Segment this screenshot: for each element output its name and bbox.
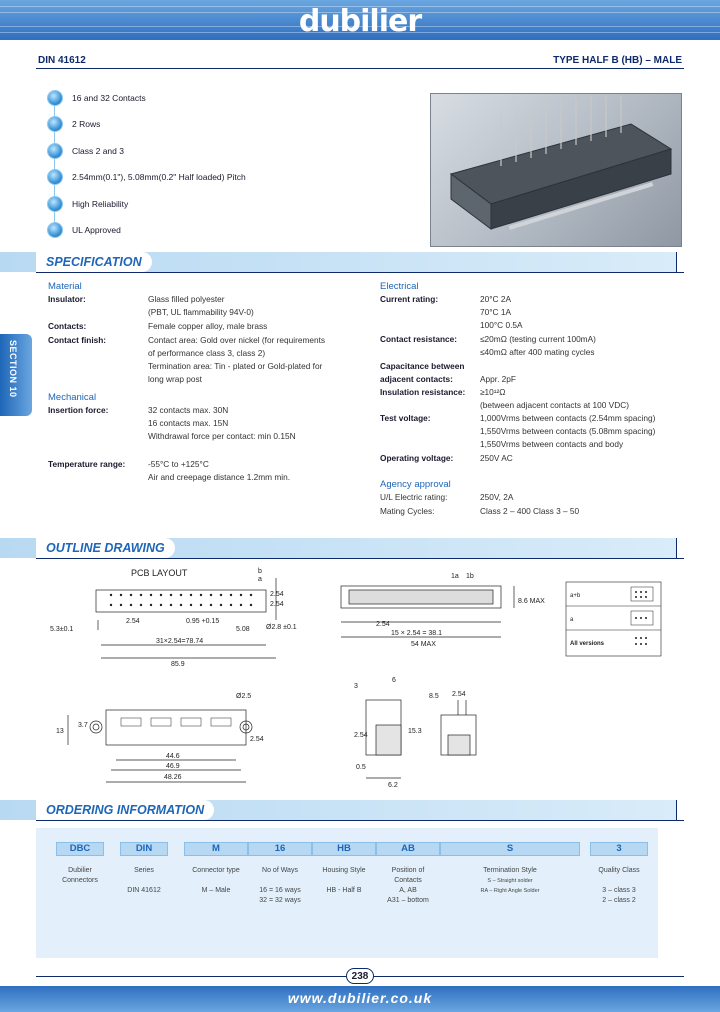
section-divider [36,272,684,273]
ordering-box [36,828,658,958]
svg-text:13: 13 [56,728,64,735]
svg-text:2.54: 2.54 [452,691,466,698]
feature-item: Class 2 and 3 [48,144,124,158]
mechanical-heading: Mechanical [48,392,97,403]
electrical-heading: Electrical [380,281,419,292]
svg-text:0.95 +0.15: 0.95 +0.15 [186,618,220,625]
section-bar-ordering [0,800,684,820]
svg-text:54 MAX: 54 MAX [411,641,436,648]
svg-text:6: 6 [392,677,396,684]
section-bar-outline [0,538,684,558]
svg-text:46.9: 46.9 [166,763,180,770]
website-link[interactable]: www.dubilier.co.uk [287,990,433,1006]
header-divider [36,68,684,69]
feature-item: UL Approved [48,223,121,237]
section-title: SPECIFICATION [46,255,142,269]
svg-text:2.54: 2.54 [250,736,264,743]
pcb-layout-label: PCB LAYOUT [131,568,188,578]
svg-text:2.54: 2.54 [376,621,390,628]
svg-text:a: a [258,576,262,583]
section-tab: SECTION 10 [0,334,32,416]
order-column: M Connector type M – Male [184,842,248,896]
svg-text:8.6 MAX: 8.6 MAX [518,598,545,605]
type-title: TYPE HALF B (HB) – MALE [553,55,682,66]
feature-item: 16 and 32 Contacts [48,91,146,105]
feature-item: 2 Rows [48,117,100,131]
svg-text:15.3: 15.3 [408,728,422,735]
svg-text:a: a [570,617,574,623]
svg-text:All versions: All versions [570,641,605,647]
bullet-icon [48,91,62,105]
svg-text:5.08: 5.08 [236,626,250,633]
svg-text:2.54: 2.54 [270,601,284,608]
bullet-icon [48,144,62,158]
section-bar-spec [0,252,684,272]
svg-text:44.6: 44.6 [166,753,180,760]
svg-text:8.5: 8.5 [429,693,439,700]
svg-text:6.2: 6.2 [388,782,398,789]
svg-text:Ø2.5: Ø2.5 [236,693,252,700]
section-divider [36,820,684,821]
order-column: DIN Series DIN 41612 [120,842,168,896]
section-divider [36,558,684,559]
order-column: S Termination Style S – Straight solder RA – Right Angle Solder [440,842,580,896]
svg-text:1b: 1b [466,573,474,580]
svg-text:48.26: 48.26 [164,774,182,781]
svg-text:15 × 2.54 = 38.1: 15 × 2.54 = 38.1 [391,630,442,637]
bullet-icon [48,170,62,184]
connector-photo [430,93,682,247]
bullet-icon [48,117,62,131]
svg-text:2.54: 2.54 [354,732,368,739]
svg-text:a+b: a+b [570,593,581,599]
svg-text:2.54: 2.54 [126,618,140,625]
feature-item: 2.54mm(0.1"), 5.08mm(0.2" Half loaded) Pitch [48,170,246,184]
svg-text:5.3±0.1: 5.3±0.1 [50,626,74,633]
svg-text:31×2.54=78.74: 31×2.54=78.74 [156,638,204,645]
section-title: OUTLINE DRAWING [46,541,165,555]
svg-text:Ø2.8 ±0.1: Ø2.8 ±0.1 [266,624,297,631]
svg-text:1a: 1a [451,573,459,580]
bullet-icon [48,197,62,211]
svg-text:3: 3 [354,683,358,690]
material-heading: Material [48,281,82,292]
order-column: 3 Quality Class 3 – class 3 2 – class 2 [590,842,648,906]
section-title: ORDERING INFORMATION [46,803,205,817]
order-column: DBC Dubilier Connectors [56,842,104,886]
order-column: HB Housing Style HB - Half B [312,842,376,896]
agency-heading: Agency approval [380,479,451,490]
svg-text:2.54: 2.54 [270,591,284,598]
series-title: DIN 41612 [38,55,86,66]
brand-logo: dubilier [298,4,422,39]
page-number: 238 [346,968,374,984]
svg-text:b: b [258,568,262,575]
svg-text:85.9: 85.9 [171,661,185,668]
order-column: 16 No of Ways 16 = 16 ways 32 = 32 ways [248,842,312,906]
outline-drawing [36,560,684,790]
svg-text:3.7: 3.7 [78,722,88,729]
svg-text:0.5: 0.5 [356,764,366,771]
bullet-icon [48,223,62,237]
feature-item: High Reliability [48,197,128,211]
order-column: AB Position of Contacts A, AB A31 – bottom [376,842,440,906]
